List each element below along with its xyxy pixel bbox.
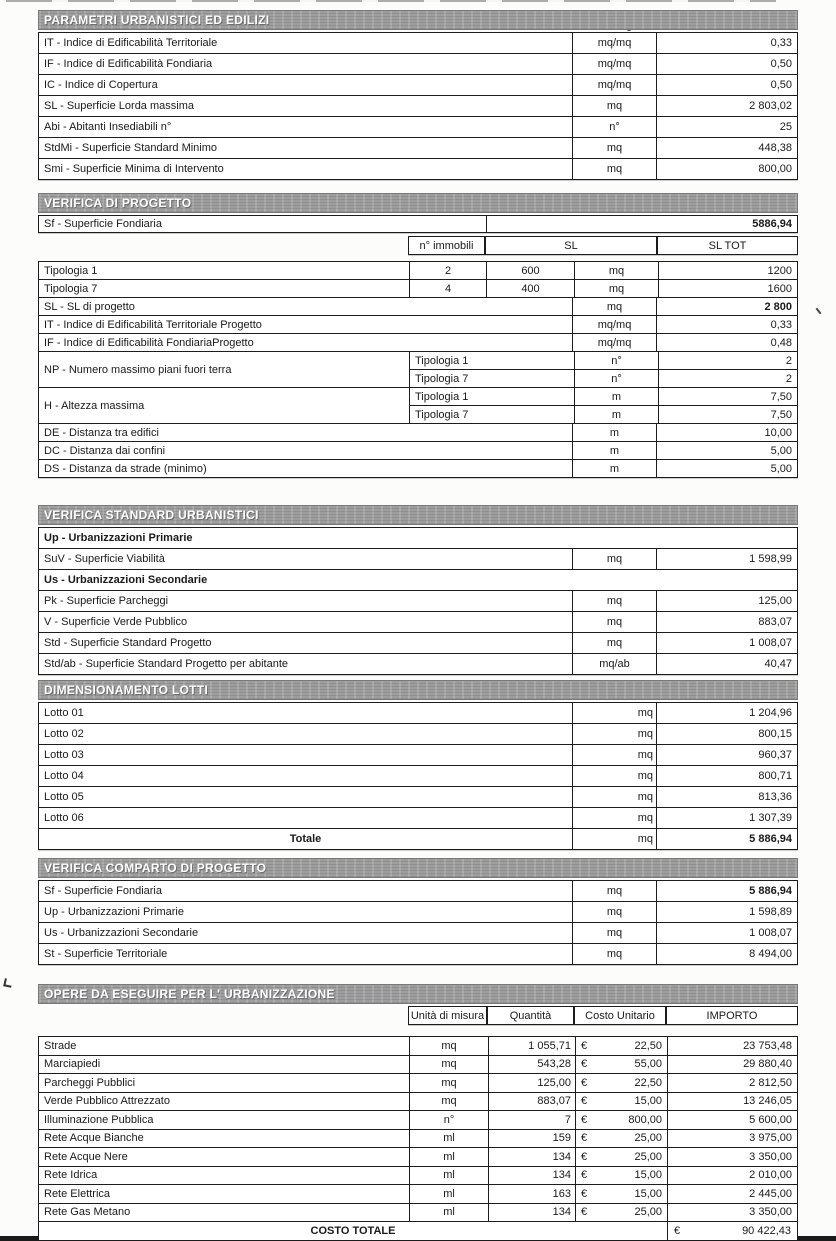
row-amount: 3 350,00	[667, 1148, 797, 1166]
row-unit: mq	[572, 787, 656, 807]
row-value: 813,36	[656, 787, 797, 807]
section-header-bar	[38, 858, 798, 878]
unit-cost-value: 25,00	[634, 1150, 662, 1163]
table-row	[38, 1185, 798, 1204]
row-value: 5886,94	[486, 216, 797, 232]
row-label: Verde Pubblico Attrezzato	[44, 1095, 170, 1108]
currency-symbol: €	[581, 1095, 588, 1108]
table-row	[38, 1111, 798, 1130]
row-unit: m	[572, 460, 656, 477]
table-subheader-row	[38, 570, 798, 591]
row-unit: mq/mq	[572, 75, 656, 95]
group-subrows	[409, 352, 797, 387]
row-value: 0,50	[656, 54, 797, 74]
row-quantity: 1 055,71	[488, 1037, 575, 1055]
row-unit: mq	[572, 549, 656, 569]
section-header-bar	[38, 193, 798, 213]
row-label: Rete Acque Nere	[44, 1150, 128, 1163]
row-unit: mq	[572, 703, 656, 723]
row-unit: mq	[572, 808, 656, 828]
currency-symbol: €	[581, 1076, 588, 1089]
table-row	[38, 460, 798, 478]
table-row	[38, 1074, 798, 1093]
row-label: V - Superficie Verde Pubblico	[44, 616, 188, 628]
row-amount: 3 975,00	[667, 1130, 797, 1148]
unit-cost-value: 15,00	[634, 1187, 662, 1200]
section-title: PARAMETRI URBANISTICI ED EDILIZI	[44, 13, 270, 27]
sub-label: Tipologia 7	[409, 406, 574, 423]
unit-cost-value: 22,50	[634, 1039, 662, 1052]
sub-row	[409, 406, 797, 423]
row-unit-cost	[575, 1056, 667, 1074]
row-label: H - Altezza massima	[44, 399, 145, 412]
row-unit: ml	[409, 1148, 488, 1166]
row-unit-cost	[575, 1204, 667, 1222]
row-unit: mq	[409, 1074, 488, 1092]
row-label: DS - Distanza da strade (minimo)	[44, 462, 207, 475]
row-value: 7,50	[658, 388, 797, 405]
unit-cost-value: 25,00	[634, 1206, 662, 1219]
row-unit: mq	[572, 298, 656, 315]
sub-label: Tipologia 1	[409, 388, 574, 405]
table-row-group	[38, 352, 798, 388]
row-unit: mq	[574, 280, 658, 297]
row-unit: mq	[572, 944, 656, 964]
section-header-bar	[38, 10, 798, 30]
table-total-row	[38, 1222, 798, 1241]
row-quantity: 159	[488, 1130, 575, 1148]
subheader-label: Up - Urbanizzazioni Primarie	[44, 532, 193, 544]
row-amount: 29 880,40	[667, 1056, 797, 1074]
header-spacer	[38, 236, 408, 255]
currency-symbol: €	[581, 1206, 588, 1219]
table-row	[38, 424, 798, 442]
section-title: VERIFICA COMPARTO DI PROGETTO	[44, 861, 267, 875]
table-row	[38, 881, 798, 902]
currency-symbol: €	[581, 1113, 588, 1126]
column-header: Quantità	[487, 1006, 574, 1025]
row-unit: n°	[574, 370, 658, 387]
row-unit: mq/mq	[572, 316, 656, 333]
scan-artifact	[3, 978, 12, 987]
row-quantity: 134	[488, 1148, 575, 1166]
row-label: SL - Superficie Lorda massima	[44, 100, 194, 112]
column-header-row	[38, 1006, 798, 1025]
section-header-bar	[38, 984, 798, 1004]
row-value: 10,00	[656, 424, 797, 441]
row-value: 800,00	[656, 159, 797, 179]
row-unit: ml	[409, 1167, 488, 1185]
row-label: Rete Idrica	[44, 1169, 98, 1182]
row-value: 2	[658, 370, 797, 387]
table-row	[38, 1167, 798, 1186]
row-value: 2 800	[656, 298, 797, 315]
parametri-table	[38, 32, 798, 180]
section-opere	[38, 984, 798, 1241]
row-label: Std/ab - Superficie Standard Progetto per abitante	[44, 658, 288, 670]
table-row	[38, 442, 798, 460]
currency-symbol: €	[581, 1132, 588, 1145]
row-sl: 400	[486, 280, 574, 297]
table-row	[38, 549, 798, 570]
table-row	[38, 703, 798, 724]
section-comparto	[38, 858, 798, 965]
row-amount: 2 445,00	[667, 1185, 797, 1203]
row-value: 8 494,00	[656, 944, 797, 964]
table-row	[38, 316, 798, 334]
row-unit-cost	[575, 1111, 667, 1129]
row-unit: mq	[572, 923, 656, 943]
row-value: 1 204,96	[656, 703, 797, 723]
row-label: Marciapiedi	[44, 1058, 101, 1071]
table-row	[38, 766, 798, 787]
row-unit: mq	[572, 591, 656, 611]
row-amount: 2 812,50	[667, 1074, 797, 1092]
unit-cost-value: 25,00	[634, 1132, 662, 1145]
row-amount: 5 600,00	[667, 1111, 797, 1129]
subheader-label: Us - Urbanizzazioni Secondarie	[44, 574, 208, 586]
row-quantity: 134	[488, 1167, 575, 1185]
sub-row	[409, 352, 797, 370]
row-value: 40,47	[656, 654, 797, 674]
section-title: OPERE DA ESEGUIRE PER L' URBANIZZAZIONE	[44, 987, 335, 1001]
table-row	[38, 1093, 798, 1112]
row-value: 1 307,39	[656, 808, 797, 828]
row-label: Rete Gas Metano	[44, 1206, 131, 1219]
table-row	[38, 1148, 798, 1167]
row-count: 2	[409, 262, 486, 279]
row-value: 1 598,89	[656, 902, 797, 922]
row-unit: mq	[572, 138, 656, 158]
row-unit: mq/ab	[572, 654, 656, 674]
row-unit: n°	[574, 352, 658, 369]
row-unit: m	[574, 388, 658, 405]
section-header-bar	[38, 505, 798, 525]
row-label: Sf - Superficie Fondiaria	[44, 218, 162, 230]
section-header-bar	[38, 680, 798, 700]
row-value: 883,07	[656, 612, 797, 632]
table-row	[38, 262, 798, 280]
row-label: Sf - Superficie Fondiaria	[44, 885, 162, 897]
total-value: 90 422,43	[742, 1224, 791, 1237]
row-unit: n°	[409, 1111, 488, 1129]
currency-symbol: €	[581, 1169, 588, 1182]
section-title: VERIFICA STANDARD URBANISTICI	[44, 508, 259, 522]
header-spacer	[38, 1006, 408, 1025]
row-label: SuV - Superficie Viabilità	[44, 553, 165, 565]
table-row	[38, 944, 798, 965]
row-unit: mq	[572, 766, 656, 786]
row-value: 1 008,07	[656, 633, 797, 653]
row-unit: ml	[409, 1185, 488, 1203]
row-value: 800,15	[656, 724, 797, 744]
currency-symbol: €	[581, 1058, 588, 1071]
currency-symbol: €	[581, 1150, 588, 1163]
row-value: 2	[658, 352, 797, 369]
row-unit: mq	[572, 633, 656, 653]
table-row	[38, 334, 798, 352]
row-label: IF - Indice di Edificabilità Fondiaria	[44, 58, 213, 70]
opere-table	[38, 1036, 798, 1241]
row-value: 5,00	[656, 442, 797, 459]
row-label: NP - Numero massimo piani fuori terra	[44, 363, 232, 376]
column-header: Unità di misura	[408, 1006, 487, 1025]
table-row	[38, 280, 798, 298]
lotti-table	[38, 702, 798, 850]
row-unit: mq	[572, 881, 656, 901]
currency-symbol: €	[581, 1039, 588, 1052]
section-verifica-progetto	[38, 193, 798, 478]
currency-symbol: €	[581, 1187, 588, 1200]
sub-row	[409, 370, 797, 387]
row-amount: 2 010,00	[667, 1167, 797, 1185]
section-parametri	[38, 10, 798, 180]
row-count: 4	[409, 280, 486, 297]
table-row	[38, 96, 798, 117]
table-row	[38, 591, 798, 612]
row-unit: m	[574, 406, 658, 423]
total-value: 5 886,94	[656, 829, 797, 849]
section-standard-urbanistici	[38, 505, 798, 675]
row-value: 5,00	[656, 460, 797, 477]
row-unit: mq	[572, 159, 656, 179]
total-amount	[667, 1222, 797, 1240]
row-value: 0,50	[656, 75, 797, 95]
column-header: SL TOT	[657, 236, 798, 255]
row-unit: m	[572, 424, 656, 441]
column-header: IMPORTO	[666, 1006, 798, 1025]
row-unit: mq	[572, 745, 656, 765]
row-label: Lotto 04	[44, 770, 84, 782]
table-row-group	[38, 388, 798, 424]
total-label: COSTO TOTALE	[310, 1224, 396, 1237]
row-amount: 3 350,00	[667, 1204, 797, 1222]
row-label: Pk - Superficie Parcheggi	[44, 595, 169, 607]
row-label: Tipologia 1	[44, 264, 98, 277]
row-value: 125,00	[656, 591, 797, 611]
row-value: 1 598,99	[656, 549, 797, 569]
table-row	[38, 54, 798, 75]
row-label: Smi - Superficie Minima di Intervento	[44, 163, 224, 175]
row-unit-cost	[575, 1148, 667, 1166]
table-row	[38, 117, 798, 138]
table-row	[38, 745, 798, 766]
row-unit-cost	[575, 1167, 667, 1185]
column-header: SL	[485, 236, 657, 255]
column-header-row	[38, 236, 798, 255]
table-row	[38, 138, 798, 159]
verifica-progetto-table	[38, 261, 798, 478]
row-unit: mq/mq	[572, 334, 656, 351]
row-value: 25	[656, 117, 797, 137]
row-label: Lotto 06	[44, 812, 84, 824]
row-unit: mq	[572, 829, 656, 849]
table-row	[38, 923, 798, 944]
table-row	[38, 808, 798, 829]
table-row	[38, 654, 798, 675]
unit-cost-value: 800,00	[628, 1113, 662, 1126]
row-unit: mq/mq	[572, 33, 656, 53]
row-label: Tipologia 7	[44, 282, 98, 295]
table-row	[38, 1130, 798, 1149]
table-row	[38, 33, 798, 54]
row-quantity: 163	[488, 1185, 575, 1203]
row-unit: mq	[572, 612, 656, 632]
row-value: 1600	[658, 280, 797, 297]
row-label: StdMi - Superficie Standard Minimo	[44, 142, 218, 154]
row-value: 5 886,94	[656, 881, 797, 901]
table-row	[38, 1056, 798, 1075]
row-unit: mq	[409, 1037, 488, 1055]
row-unit: mq/mq	[572, 54, 656, 74]
row-label: DE - Distanza tra edifici	[44, 426, 159, 439]
row-quantity: 125,00	[488, 1074, 575, 1092]
row-unit: ml	[409, 1204, 488, 1222]
sub-label: Tipologia 7	[409, 370, 574, 387]
row-unit: ml	[409, 1130, 488, 1148]
row-value: 0,48	[656, 334, 797, 351]
table-row	[38, 902, 798, 923]
table-row	[38, 787, 798, 808]
row-label: IF - Indice di Edificabilità FondiariaProgetto	[44, 336, 254, 349]
row-label: IT - Indice di Edificabilità Territoriale	[44, 37, 218, 49]
table-row	[38, 633, 798, 654]
row-value: 1200	[658, 262, 797, 279]
row-label: Lotto 02	[44, 728, 84, 740]
table-row	[38, 298, 798, 316]
unit-cost-value: 15,00	[634, 1095, 662, 1108]
table-row	[38, 1037, 798, 1056]
row-value: 960,37	[656, 745, 797, 765]
row-label: Abi - Abitanti Insediabili n°	[44, 121, 172, 133]
row-label: SL - SL di progetto	[44, 300, 135, 313]
column-header: Costo Unitario	[574, 1006, 666, 1025]
sub-label: Tipologia 1	[409, 352, 574, 369]
row-unit-cost	[575, 1185, 667, 1203]
row-unit-cost	[575, 1093, 667, 1111]
row-label: Std - Superficie Standard Progetto	[44, 637, 212, 649]
row-value: 2 803,02	[656, 96, 797, 116]
section-dimensionamento-lotti	[38, 680, 798, 850]
row-unit: n°	[572, 117, 656, 137]
row-label: Lotto 01	[44, 707, 84, 719]
table-row	[38, 612, 798, 633]
row-unit-cost	[575, 1037, 667, 1055]
row-amount: 13 246,05	[667, 1093, 797, 1111]
row-quantity: 883,07	[488, 1093, 575, 1111]
table-row	[38, 159, 798, 180]
row-label: DC - Distanza dai confini	[44, 444, 166, 457]
row-unit: m	[572, 442, 656, 459]
row-unit: mq	[572, 902, 656, 922]
row-unit: mq	[574, 262, 658, 279]
row-unit: mq	[572, 724, 656, 744]
comparto-table	[38, 880, 798, 965]
table-total-row	[38, 829, 798, 850]
row-value: 448,38	[656, 138, 797, 158]
row-quantity: 7	[488, 1111, 575, 1129]
row-label: St - Superficie Territoriale	[44, 948, 168, 960]
row-label: IC - Indice di Copertura	[44, 79, 158, 91]
row-unit-cost	[575, 1130, 667, 1148]
row-unit: mq	[409, 1093, 488, 1111]
section-title: VERIFICA DI PROGETTO	[44, 196, 192, 210]
table-row	[38, 1204, 798, 1223]
table-subheader-row	[38, 528, 798, 549]
row-value: 0,33	[656, 33, 797, 53]
column-header: n° immobili	[408, 236, 485, 255]
row-quantity: 134	[488, 1204, 575, 1222]
row-label: Us - Urbanizzazioni Secondarie	[44, 927, 199, 939]
row-value: 0,33	[656, 316, 797, 333]
total-label: Totale	[289, 833, 322, 845]
scan-artifact	[6, 0, 776, 2]
table-row	[38, 724, 798, 745]
unit-cost-value: 22,50	[634, 1076, 662, 1089]
row-label: Lotto 05	[44, 791, 84, 803]
section-title: DIMENSIONAMENTO LOTTI	[44, 683, 209, 697]
row-label: Strade	[44, 1039, 77, 1052]
row-value: 7,50	[658, 406, 797, 423]
row-sl: 600	[486, 262, 574, 279]
currency-symbol: €	[674, 1224, 681, 1237]
unit-cost-value: 55,00	[634, 1058, 662, 1071]
row-label: Rete Acque Bianche	[44, 1132, 144, 1145]
row-label: Lotto 03	[44, 749, 84, 761]
row-value: 800,71	[656, 766, 797, 786]
row-value: 1 008,07	[656, 923, 797, 943]
table-row	[38, 215, 798, 233]
row-label: Up - Urbanizzazioni Primarie	[44, 906, 184, 918]
sub-row	[409, 388, 797, 406]
row-unit: mq	[409, 1056, 488, 1074]
table-row	[38, 75, 798, 96]
standard-table	[38, 527, 798, 675]
row-label: Rete Elettrica	[44, 1187, 111, 1200]
group-subrows	[409, 388, 797, 423]
row-label: Illuminazione Pubblica	[44, 1113, 154, 1126]
row-amount: 23 753,48	[667, 1037, 797, 1055]
row-unit-cost	[575, 1074, 667, 1092]
row-quantity: 543,28	[488, 1056, 575, 1074]
row-label: IT - Indice di Edificabilità Territoriale Progetto	[44, 318, 262, 331]
scan-artifact	[816, 305, 826, 315]
unit-cost-value: 15,00	[634, 1169, 662, 1182]
row-unit: mq	[572, 96, 656, 116]
row-label: Parcheggi Pubblici	[44, 1076, 136, 1089]
